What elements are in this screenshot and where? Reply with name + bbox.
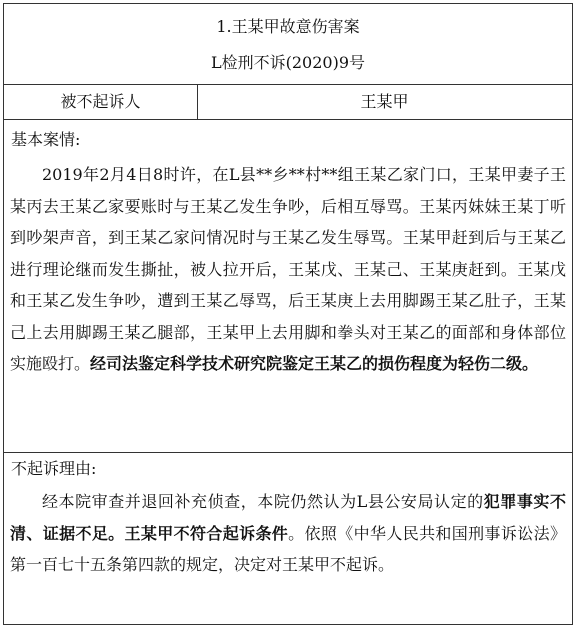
- row-divider: [4, 84, 572, 85]
- document-number: L检刑不诉(2020)9号: [210, 53, 365, 72]
- facts-paragraph: [10, 159, 566, 380]
- defendant-name: 王某甲: [360, 92, 409, 111]
- facts-label: 基本案情:: [11, 130, 81, 149]
- reasons-paragraph: [10, 486, 566, 581]
- reasons-label: 不起诉理由:: [11, 459, 97, 478]
- defendant-label: 被不起诉人: [60, 92, 141, 111]
- case-title: 1.王某甲故意伤害案: [216, 17, 360, 36]
- row-divider: [4, 452, 572, 453]
- reasons-bold-text: 犯罪事实不清、证据不足。王某甲不符合起诉条件: [10, 492, 566, 543]
- row-divider: [4, 119, 572, 120]
- facts-text: 2019年2月4日8时许，在L县**乡**村**组王某乙家门口，王某甲妻子王某丙去王某乙家要账时与王某乙发生争吵，后相互辱骂。王某丙妹妹王某丁听到吵架声音，到王某乙家问情况时与王某乙发生辱骂。王某甲赶到后与王某乙进行理论继而发生撕扯，被人拉开后，王某戊、王某己、王某庚赶到。王某戊和王某乙发生争吵，遭到王某乙辱骂，后王某庚上去用脚踢王某乙肚子，王某己上去用脚踢王某乙腿部，王某甲上去用脚和拳头对王某乙的面部和身体部位实施殴打。: [10, 165, 566, 373]
- case-document-table: [3, 3, 573, 625]
- reasons-text-1: 经本院审查并退回补充侦查，本院仍然认为L县公安局认定的: [42, 492, 484, 511]
- reasons-text-2: 。依照《中华人民共和国刑事诉讼法》第一百七十五条第四款的规定，决定对王某甲不起诉。: [10, 523, 566, 574]
- facts-bold-text: 经司法鉴定科学技术研究院鉴定王某乙的损伤程度为轻伤二级。: [90, 354, 539, 373]
